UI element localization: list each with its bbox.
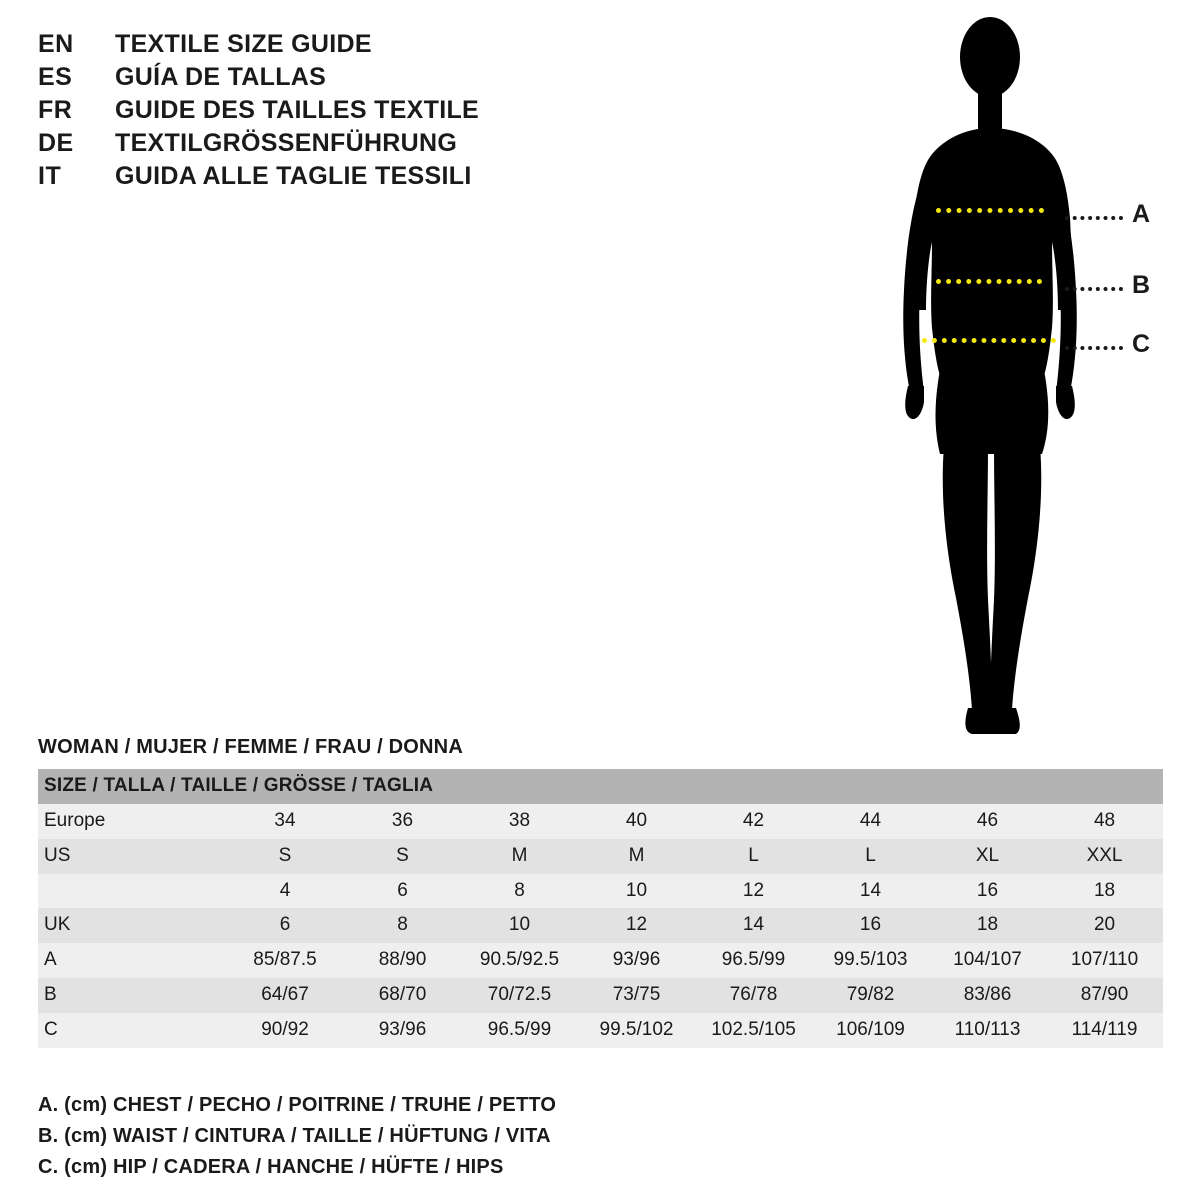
table-caption: WOMAN / MUJER / FEMME / FRAU / DONNA (38, 736, 463, 758)
cell: 83/86 (963, 984, 1012, 1006)
cell: 99.5/102 (599, 1018, 674, 1040)
cell: 48 (1093, 809, 1116, 831)
cell: 16 (976, 879, 999, 901)
cell: 8 (397, 914, 408, 936)
waist-measure-line (936, 279, 1042, 284)
cell: 12 (625, 914, 648, 936)
footnote-b: B. (cm) WAIST / CINTURA / TAILLE / HÜFTUNG / VITA (38, 1125, 551, 1147)
cell: 42 (742, 809, 765, 831)
cell: 4 (279, 879, 291, 901)
table-row (38, 908, 1163, 943)
cell: 10 (625, 879, 648, 901)
cell: 64/67 (261, 984, 309, 1006)
cell: 99.5/103 (833, 949, 908, 971)
row-label-europe: Europe (44, 809, 106, 831)
cell: 6 (279, 914, 291, 936)
cell: M (628, 844, 645, 866)
footnote-c: C. (cm) HIP / CADERA / HANCHE / HÜFTE / HIPS (38, 1156, 504, 1178)
cell: 96.5/99 (487, 1018, 552, 1040)
cell: 16 (859, 914, 882, 936)
row-label-us-numeric (38, 874, 226, 909)
cell: 18 (1093, 879, 1116, 901)
female-body-silhouette-icon (860, 10, 1190, 750)
cell: 90/92 (261, 1018, 309, 1040)
cell: S (278, 844, 292, 866)
chest-measure-line (936, 208, 1044, 213)
language-title-en: TEXTILE SIZE GUIDE (115, 30, 372, 58)
cell: 87/90 (1080, 984, 1129, 1006)
size-table (38, 769, 1163, 1048)
cell: 76/78 (729, 984, 778, 1006)
footnotes (38, 1090, 738, 1183)
language-row-en (38, 30, 638, 63)
cell: 90.5/92.5 (479, 949, 560, 971)
language-code-fr: FR (38, 96, 73, 124)
row-label-us: US (44, 844, 71, 866)
cell: 36 (391, 809, 414, 831)
cell: 73/75 (612, 984, 661, 1006)
cell: 46 (976, 809, 999, 831)
cell: 20 (1093, 914, 1116, 936)
language-code-de: DE (38, 129, 74, 157)
chest-leader-line (1065, 216, 1123, 220)
hip-leader-line (1065, 346, 1123, 350)
cell: 68/70 (378, 984, 427, 1006)
cell: 102.5/105 (711, 1018, 796, 1040)
cell: 8 (514, 879, 525, 901)
cell: 106/109 (836, 1018, 905, 1040)
cell: 104/107 (953, 949, 1022, 971)
table-header-row (38, 769, 1163, 804)
row-label-c: C (44, 1018, 58, 1040)
language-row-it (38, 162, 638, 195)
row-label-b: B (44, 984, 57, 1006)
cell: L (865, 844, 876, 866)
cell: 114/119 (1071, 1018, 1138, 1040)
cell: 79/82 (846, 984, 895, 1006)
cell: 14 (742, 914, 765, 936)
measure-label-a: A (1132, 200, 1151, 228)
measure-label-b: B (1132, 271, 1151, 299)
row-label-uk: UK (44, 914, 71, 936)
table-row (38, 943, 1163, 978)
waist-leader-line (1065, 287, 1123, 291)
row-label-a: A (44, 949, 57, 971)
cell: 70/72.5 (487, 984, 552, 1006)
language-title-it: GUIDA ALLE TAGLIE TESSILI (115, 162, 472, 190)
cell: 96.5/99 (721, 949, 786, 971)
table-row (38, 804, 1163, 839)
language-row-es (38, 63, 638, 96)
cell: 12 (742, 879, 765, 901)
cell: L (748, 844, 759, 866)
cell: 93/96 (378, 1018, 427, 1040)
table-row (38, 839, 1163, 874)
cell: XL (975, 844, 1000, 866)
cell: 110/113 (954, 1018, 1021, 1040)
cell: 44 (859, 809, 882, 831)
language-code-en: EN (38, 30, 74, 58)
cell: 10 (508, 914, 531, 936)
cell: 34 (274, 809, 296, 831)
table-row (38, 978, 1163, 1013)
cell: 14 (859, 879, 882, 901)
measurement-figure (860, 10, 1190, 750)
footnote-a: A. (cm) CHEST / PECHO / POITRINE / TRUHE / PETTO (38, 1094, 557, 1116)
table-row (38, 1013, 1163, 1048)
cell: 18 (976, 914, 999, 936)
language-row-de (38, 129, 638, 162)
hip-measure-line (922, 338, 1056, 343)
language-code-it: IT (38, 162, 62, 190)
cell: XXL (1086, 844, 1123, 866)
table-row (38, 874, 1163, 909)
cell: 85/87.5 (253, 949, 317, 971)
size-table-section (38, 736, 1163, 1048)
language-title-block (38, 30, 638, 195)
language-title-es: GUÍA DE TALLAS (115, 63, 327, 91)
table-header-label: SIZE / TALLA / TAILLE / GRÖSSE / TAGLIA (44, 775, 434, 796)
measure-label-c: C (1132, 330, 1151, 358)
cell: 107/110 (1070, 949, 1139, 971)
cell: 6 (397, 879, 408, 901)
cell: M (511, 844, 528, 866)
cell: 40 (625, 809, 648, 831)
language-row-fr (38, 96, 638, 129)
cell: 93/96 (612, 949, 661, 971)
language-code-es: ES (38, 63, 73, 91)
language-title-de: TEXTILGRÖSSENFÜHRUNG (115, 129, 458, 157)
cell: S (396, 844, 409, 866)
cell: 88/90 (378, 949, 427, 971)
language-title-fr: GUIDE DES TAILLES TEXTILE (115, 96, 480, 124)
cell: 38 (508, 809, 531, 831)
